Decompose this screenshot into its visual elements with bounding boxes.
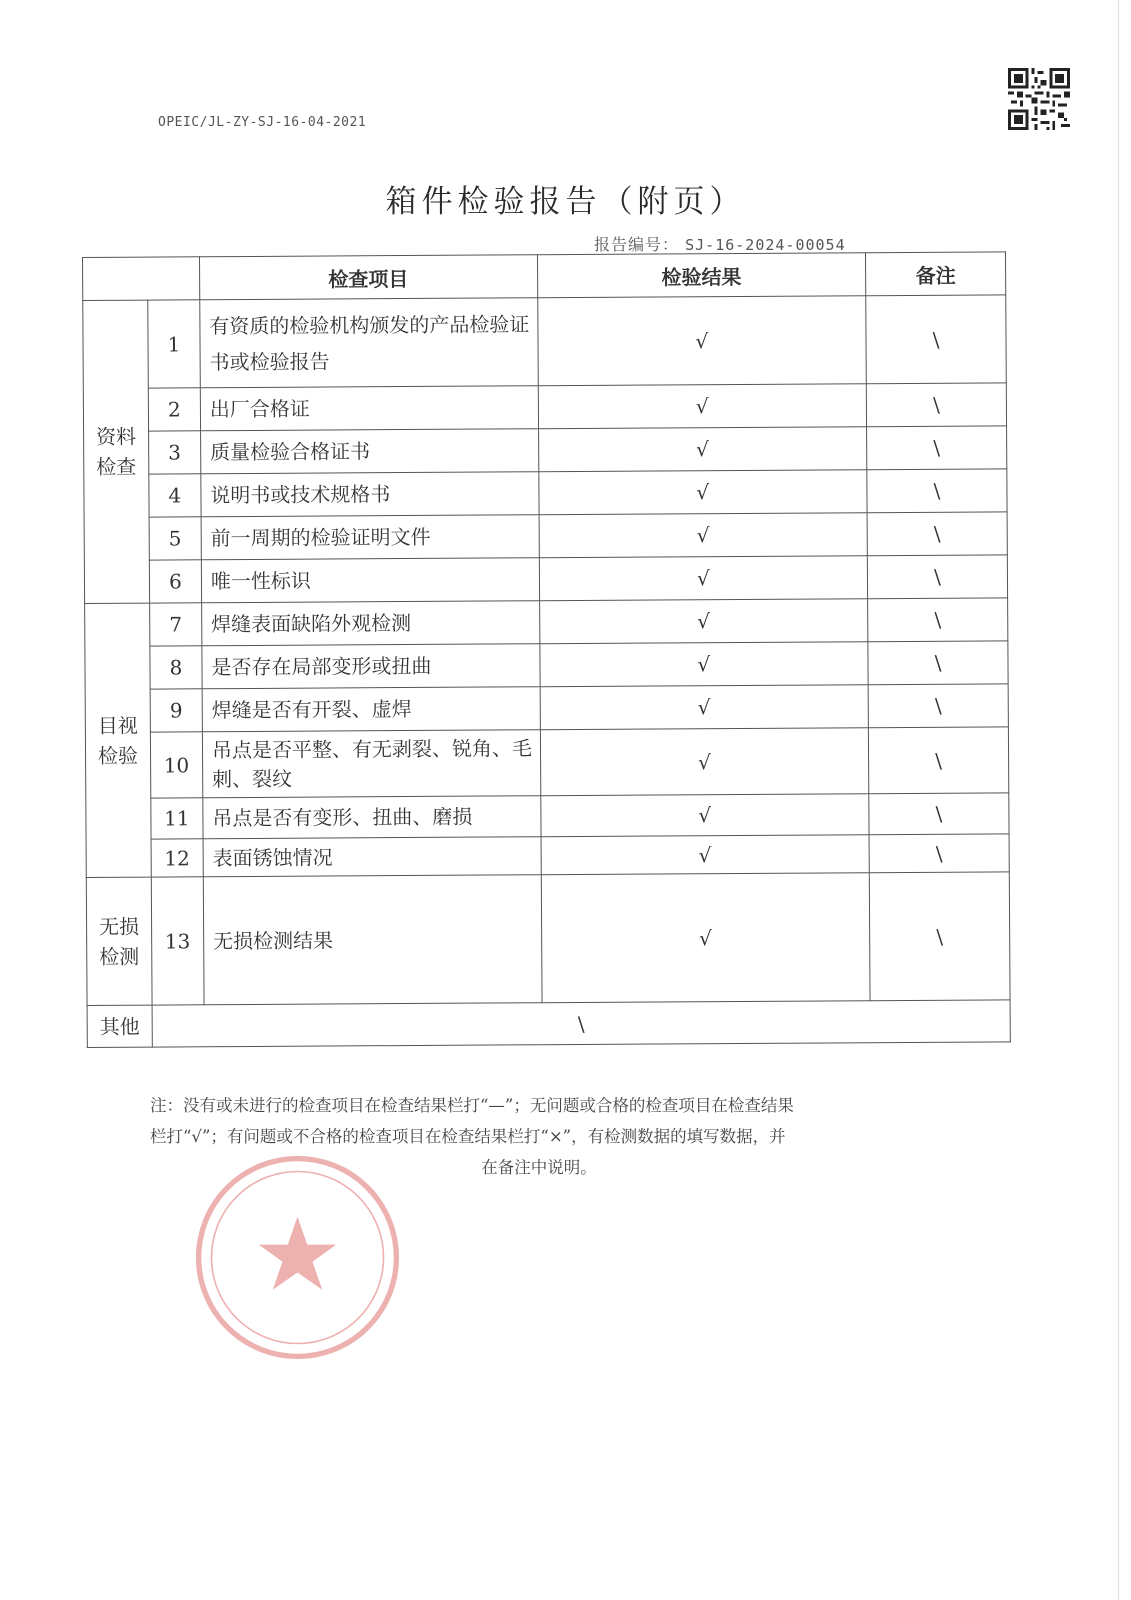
row-item: 说明书或技术规格书 [201, 472, 539, 517]
row-number: 13 [151, 877, 204, 1005]
other-value: \ [152, 1000, 1010, 1047]
row-remark: \ [867, 512, 1007, 556]
table-row [86, 872, 1010, 1006]
row-remark: \ [867, 426, 1007, 470]
table-row [86, 834, 1009, 878]
report-title: 箱件检验报告（附页） [385, 184, 746, 220]
row-item: 吊点是否有变形、扭曲、磨损 [203, 796, 541, 839]
table-row [85, 598, 1008, 647]
row-item: 前一周期的检验证明文件 [201, 515, 539, 560]
page-edge-divider [1118, 0, 1119, 1600]
table-row [84, 426, 1007, 475]
row-remark: \ [868, 684, 1008, 728]
table-row-other [87, 1000, 1010, 1048]
category-other: 其他 [87, 1005, 152, 1047]
row-remark: \ [868, 598, 1008, 642]
row-item: 表面锈蚀情况 [203, 837, 541, 877]
report-number-value: SJ-16-2024-00054 [685, 236, 846, 254]
footnote-line: 在备注中说明。 [481, 1158, 597, 1177]
row-number: 6 [149, 560, 201, 603]
row-item: 吊点是否平整、有无剥裂、锐角、毛刺、裂纹 [202, 730, 540, 798]
row-result: √ [540, 728, 869, 796]
row-result: √ [541, 835, 870, 875]
report-number [594, 232, 846, 255]
row-result: √ [540, 685, 869, 730]
row-number: 1 [148, 300, 200, 388]
table-row [84, 555, 1007, 604]
row-result: √ [539, 556, 868, 601]
row-remark: \ [869, 872, 1010, 1001]
table-row [84, 469, 1007, 518]
qr-code-icon [1008, 68, 1070, 130]
row-number: 3 [149, 431, 201, 474]
official-seal-stamp [190, 1150, 405, 1365]
row-remark: \ [869, 834, 1009, 873]
row-result: √ [540, 794, 869, 837]
row-item: 是否存在局部变形或扭曲 [202, 644, 540, 689]
row-remark: \ [866, 295, 1006, 384]
table-row [83, 295, 1007, 389]
row-item: 焊缝是否有开裂、虚焊 [202, 687, 540, 732]
footnote-line: 注：没有或未进行的检查项目在检查结果栏打“—”；无问题或合格的检查项目在检查结果 [150, 1096, 794, 1115]
table-row [85, 641, 1008, 690]
row-remark: \ [867, 555, 1007, 599]
table-row [85, 727, 1008, 799]
category-visual: 目视 检验 [85, 603, 152, 877]
row-item: 唯一性标识 [201, 558, 539, 603]
table-row [86, 793, 1009, 840]
footnote-line: 栏打“√”；有问题或不合格的检查项目在检查结果栏打“×”，有检测数据的填写数据，并 [150, 1127, 786, 1146]
header-result: 检验结果 [537, 253, 866, 298]
header-remark: 备注 [866, 252, 1006, 296]
table-row [83, 383, 1006, 432]
table-row [84, 512, 1007, 561]
row-result: √ [537, 296, 866, 386]
row-item: 质量检验合格证书 [200, 429, 538, 474]
row-number: 8 [150, 646, 202, 689]
row-number: 7 [150, 603, 202, 646]
header-item: 检查项目 [199, 255, 537, 300]
row-remark: \ [868, 641, 1008, 685]
row-remark: \ [867, 469, 1007, 513]
row-remark: \ [868, 727, 1008, 794]
report-number-label: 报告编号： [594, 235, 680, 254]
row-item: 无损检测结果 [203, 875, 541, 1005]
row-item: 焊缝表面缺陷外观检测 [202, 601, 540, 646]
row-item: 出厂合格证 [200, 386, 538, 431]
table-row [85, 684, 1008, 733]
row-remark: \ [866, 383, 1006, 427]
document-code: OPEIC/JL-ZY-SJ-16-04-2021 [158, 115, 367, 130]
row-number: 12 [151, 839, 203, 877]
row-number: 9 [150, 689, 202, 732]
category-ndt: 无损 检测 [86, 877, 152, 1005]
row-result: √ [539, 599, 868, 644]
row-remark: \ [869, 793, 1009, 835]
row-result: √ [538, 470, 867, 515]
table-header-row [83, 252, 1006, 301]
row-result: √ [538, 427, 867, 472]
row-number: 11 [151, 798, 203, 839]
row-result: √ [541, 873, 870, 1003]
row-number: 10 [150, 732, 202, 798]
row-item: 有资质的检验机构颁发的产品检验证书或检验报告 [200, 298, 538, 388]
row-result: √ [539, 513, 868, 558]
category-docs: 资料 检查 [83, 300, 150, 603]
row-number: 2 [148, 388, 200, 431]
row-number: 4 [149, 474, 201, 517]
inspection-table [82, 251, 1011, 1048]
row-result: √ [538, 384, 867, 429]
row-number: 5 [149, 517, 201, 560]
header-blank-cell [83, 257, 200, 301]
row-result: √ [539, 642, 868, 687]
